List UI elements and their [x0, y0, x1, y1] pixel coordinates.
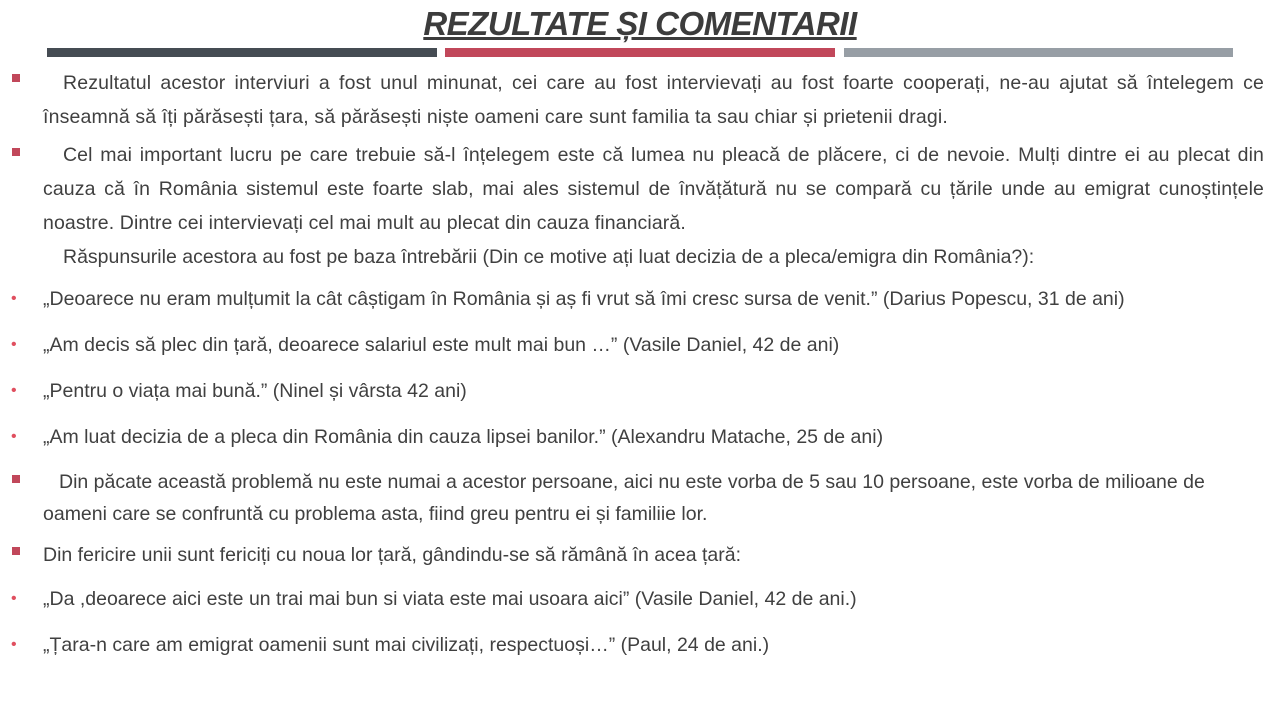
paragraph-question — [0, 240, 1280, 274]
quote-source: (Vasile Daniel, 42 de ani) — [622, 334, 840, 356]
quote-text: „Pentru o viața mai bună.” — [43, 380, 268, 402]
paragraph-text: Din fericire unii sunt fericiți cu noua lor țară, gândindu-se să rămână în acea țară: — [43, 544, 742, 566]
quote-source: (Alexandru Matache, 25 de ani) — [610, 426, 884, 448]
quote-text: „Da ,deoarece aici este un trai mai bun si viata este mai usoara aici” — [43, 588, 630, 610]
dot-bullet-icon: • — [11, 428, 17, 445]
square-bullet-icon — [12, 74, 20, 82]
dot-bullet-icon: • — [11, 336, 17, 353]
quote-text: „Am luat decizia de a pleca din România din cauza lipsei banilor.” — [43, 426, 606, 448]
square-bullet-icon — [12, 475, 20, 483]
quote-text: „Țara-n care am emigrat oamenii sunt mai civilizați, respectuoși…” — [43, 634, 616, 656]
square-bullet-icon — [12, 547, 20, 555]
quote-item — [0, 582, 1280, 616]
dot-bullet-icon: • — [11, 290, 17, 307]
quote-item — [0, 328, 1280, 362]
paragraph-happy — [0, 538, 1280, 572]
page-title: REZULTATE ȘI COMENTARII — [423, 5, 857, 42]
quote-item — [0, 282, 1280, 316]
quote-source: (Paul, 24 de ani.) — [620, 634, 770, 656]
slide-body — [0, 66, 1280, 674]
quote-list-happy — [0, 582, 1280, 662]
dot-bullet-icon: • — [11, 382, 17, 399]
paragraph-text: Răspunsurile acestora au fost pe baza întrebării (Din ce motive ați luat decizia de a pleca/emigra din România?): — [63, 246, 1035, 268]
quote-item — [0, 374, 1280, 408]
quote-source: (Darius Popescu, 31 de ani) — [882, 288, 1125, 310]
paragraph-important — [0, 138, 1280, 240]
quote-text: „Deoarece nu eram mulțumit la cât câștigam în România și aș fi vrut să îmi cresc sursa de venit.” — [43, 288, 878, 310]
divider-bar-gray — [844, 48, 1233, 57]
quote-source: (Vasile Daniel, 42 de ani.) — [634, 588, 857, 610]
dot-bullet-icon: • — [11, 636, 17, 653]
divider-bar-dark — [47, 48, 437, 57]
paragraph-text: Rezultatul acestor interviuri a fost unul minunat, cei care au fost intervievați au fost foarte cooperați, ne-au ajutat să întelegem ce înseamnă să îți părăsești țara, să părăsești niște oameni care sunt familia ta sau chiar și prietenii dragi. — [43, 72, 1264, 128]
paragraph-text: Din păcate această problemă nu este numai a acestor persoane, aici nu este vorba de 5 sau 10 persoane, este vorba de milioane de oameni care se confruntă cu problema asta, fiind greu pentru ei și familiie lor. — [43, 471, 1205, 525]
quote-list-reasons — [0, 282, 1280, 454]
quote-source: (Ninel și vârsta 42 ani) — [272, 380, 467, 402]
quote-item — [0, 628, 1280, 662]
paragraph-problem — [0, 466, 1280, 530]
quote-text: „Am decis să plec din țară, deoarece salariul este mult mai bun …” — [43, 334, 618, 356]
divider-bar-red — [445, 48, 835, 57]
dot-bullet-icon: • — [11, 590, 17, 607]
paragraph-results — [0, 66, 1280, 134]
square-bullet-icon — [12, 148, 20, 156]
paragraph-text: Cel mai important lucru pe care trebuie să-l înțelegem este că lumea nu pleacă de plăcere, ci de nevoie. Mulți dintre ei au plecat din cauza că în România sistemul este foarte slab, mai ales sistemul de învățătură nu se compară cu țările unde au emigrat cunoștințele noastre. Dintre cei intervievați cel mai mult au plecat din cauza financiară. — [43, 144, 1264, 234]
quote-item — [0, 420, 1280, 454]
